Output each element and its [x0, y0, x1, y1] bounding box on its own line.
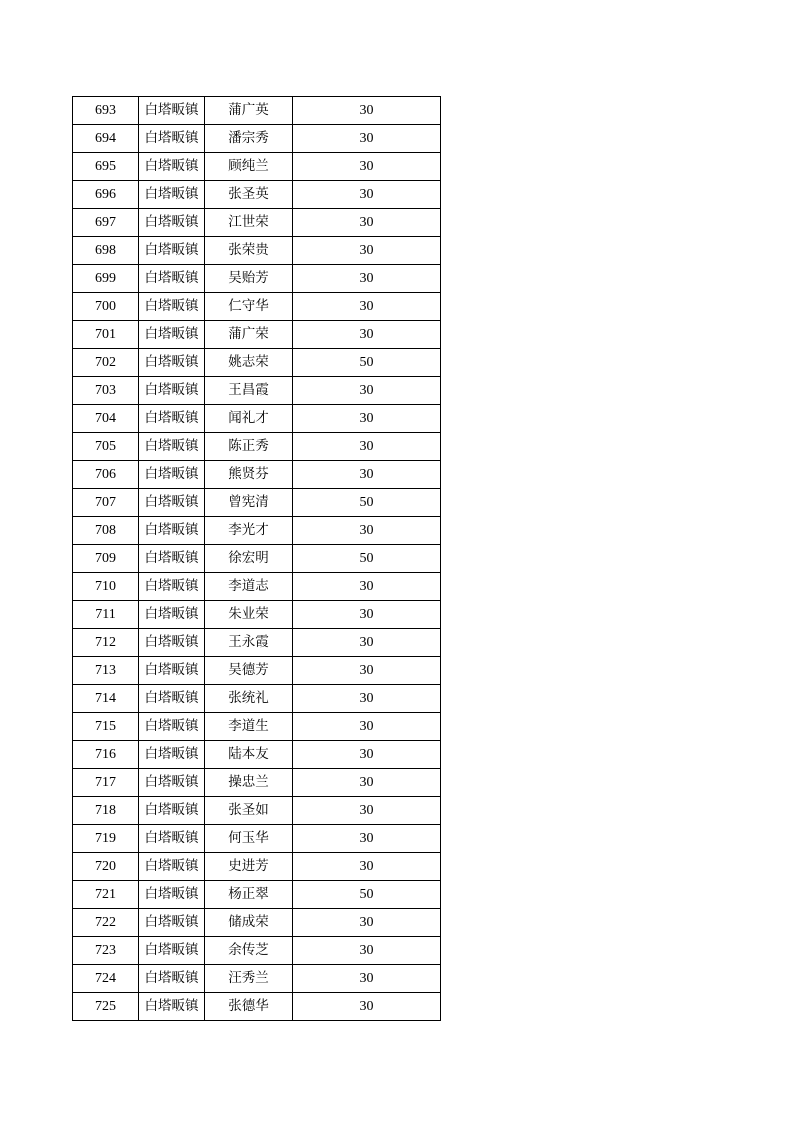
person-name-cell: 杨正翠	[205, 881, 293, 909]
amount-cell: 30	[293, 937, 441, 965]
person-name-cell: 蒲广英	[205, 97, 293, 125]
town-cell: 白塔畈镇	[139, 573, 205, 601]
row-number-cell: 694	[73, 125, 139, 153]
row-number-cell: 703	[73, 377, 139, 405]
person-name-cell: 仁守华	[205, 293, 293, 321]
person-name-cell: 储成荣	[205, 909, 293, 937]
table-row	[73, 601, 441, 629]
person-name-cell: 操忠兰	[205, 769, 293, 797]
amount-cell: 30	[293, 97, 441, 125]
town-cell: 白塔畈镇	[139, 853, 205, 881]
town-cell: 白塔畈镇	[139, 601, 205, 629]
row-number-cell: 693	[73, 97, 139, 125]
table-row	[73, 153, 441, 181]
amount-cell: 30	[293, 993, 441, 1021]
town-cell: 白塔畈镇	[139, 97, 205, 125]
person-name-cell: 余传芝	[205, 937, 293, 965]
person-name-cell: 陈正秀	[205, 433, 293, 461]
town-cell: 白塔畈镇	[139, 209, 205, 237]
row-number-cell: 710	[73, 573, 139, 601]
amount-cell: 30	[293, 237, 441, 265]
town-cell: 白塔畈镇	[139, 461, 205, 489]
town-cell: 白塔畈镇	[139, 237, 205, 265]
person-name-cell: 蒲广荣	[205, 321, 293, 349]
amount-cell: 30	[293, 713, 441, 741]
table-row	[73, 489, 441, 517]
amount-cell: 30	[293, 377, 441, 405]
town-cell: 白塔畈镇	[139, 825, 205, 853]
row-number-cell: 702	[73, 349, 139, 377]
row-number-cell: 696	[73, 181, 139, 209]
row-number-cell: 708	[73, 517, 139, 545]
person-name-cell: 张德华	[205, 993, 293, 1021]
town-cell: 白塔畈镇	[139, 377, 205, 405]
row-number-cell: 712	[73, 629, 139, 657]
row-number-cell: 705	[73, 433, 139, 461]
amount-cell: 30	[293, 741, 441, 769]
town-cell: 白塔畈镇	[139, 797, 205, 825]
person-name-cell: 李道生	[205, 713, 293, 741]
table-row	[73, 209, 441, 237]
person-name-cell: 顾纯兰	[205, 153, 293, 181]
amount-cell: 30	[293, 601, 441, 629]
roster-table	[72, 96, 441, 1021]
amount-cell: 30	[293, 321, 441, 349]
person-name-cell: 熊贤芬	[205, 461, 293, 489]
table-row	[73, 349, 441, 377]
person-name-cell: 史进芳	[205, 853, 293, 881]
row-number-cell: 699	[73, 265, 139, 293]
table-row	[73, 853, 441, 881]
row-number-cell: 704	[73, 405, 139, 433]
table-row	[73, 713, 441, 741]
person-name-cell: 张荣贵	[205, 237, 293, 265]
person-name-cell: 张圣英	[205, 181, 293, 209]
person-name-cell: 徐宏明	[205, 545, 293, 573]
table-row	[73, 741, 441, 769]
town-cell: 白塔畈镇	[139, 489, 205, 517]
table-row	[73, 881, 441, 909]
town-cell: 白塔畈镇	[139, 881, 205, 909]
person-name-cell: 吴德芳	[205, 657, 293, 685]
amount-cell: 50	[293, 545, 441, 573]
town-cell: 白塔畈镇	[139, 517, 205, 545]
table-row	[73, 629, 441, 657]
amount-cell: 30	[293, 657, 441, 685]
row-number-cell: 707	[73, 489, 139, 517]
row-number-cell: 698	[73, 237, 139, 265]
row-number-cell: 709	[73, 545, 139, 573]
person-name-cell: 张圣如	[205, 797, 293, 825]
row-number-cell: 700	[73, 293, 139, 321]
row-number-cell: 714	[73, 685, 139, 713]
table-row	[73, 545, 441, 573]
amount-cell: 30	[293, 433, 441, 461]
row-number-cell: 720	[73, 853, 139, 881]
row-number-cell: 719	[73, 825, 139, 853]
town-cell: 白塔畈镇	[139, 685, 205, 713]
table-row	[73, 573, 441, 601]
town-cell: 白塔畈镇	[139, 321, 205, 349]
table-row	[73, 181, 441, 209]
town-cell: 白塔畈镇	[139, 545, 205, 573]
person-name-cell: 姚志荣	[205, 349, 293, 377]
town-cell: 白塔畈镇	[139, 629, 205, 657]
town-cell: 白塔畈镇	[139, 993, 205, 1021]
amount-cell: 30	[293, 153, 441, 181]
town-cell: 白塔畈镇	[139, 909, 205, 937]
row-number-cell: 706	[73, 461, 139, 489]
person-name-cell: 王昌霞	[205, 377, 293, 405]
amount-cell: 30	[293, 965, 441, 993]
table-row	[73, 97, 441, 125]
town-cell: 白塔畈镇	[139, 657, 205, 685]
row-number-cell: 717	[73, 769, 139, 797]
amount-cell: 30	[293, 517, 441, 545]
person-name-cell: 朱业荣	[205, 601, 293, 629]
amount-cell: 30	[293, 629, 441, 657]
town-cell: 白塔畈镇	[139, 405, 205, 433]
table-row	[73, 293, 441, 321]
row-number-cell: 701	[73, 321, 139, 349]
person-name-cell: 闻礼才	[205, 405, 293, 433]
roster-table-body	[73, 97, 441, 1021]
amount-cell: 30	[293, 125, 441, 153]
town-cell: 白塔畈镇	[139, 349, 205, 377]
person-name-cell: 江世荣	[205, 209, 293, 237]
table-row	[73, 321, 441, 349]
row-number-cell: 716	[73, 741, 139, 769]
amount-cell: 30	[293, 573, 441, 601]
row-number-cell: 713	[73, 657, 139, 685]
town-cell: 白塔畈镇	[139, 937, 205, 965]
amount-cell: 30	[293, 825, 441, 853]
town-cell: 白塔畈镇	[139, 769, 205, 797]
row-number-cell: 695	[73, 153, 139, 181]
amount-cell: 30	[293, 293, 441, 321]
table-row	[73, 405, 441, 433]
person-name-cell: 何玉华	[205, 825, 293, 853]
table-row	[73, 993, 441, 1021]
person-name-cell: 李道志	[205, 573, 293, 601]
table-row	[73, 517, 441, 545]
amount-cell: 30	[293, 405, 441, 433]
row-number-cell: 711	[73, 601, 139, 629]
table-row	[73, 377, 441, 405]
amount-cell: 30	[293, 265, 441, 293]
table-row	[73, 769, 441, 797]
table-row	[73, 265, 441, 293]
town-cell: 白塔畈镇	[139, 153, 205, 181]
person-name-cell: 汪秀兰	[205, 965, 293, 993]
row-number-cell: 697	[73, 209, 139, 237]
row-number-cell: 718	[73, 797, 139, 825]
town-cell: 白塔畈镇	[139, 125, 205, 153]
amount-cell: 30	[293, 209, 441, 237]
person-name-cell: 曾宪清	[205, 489, 293, 517]
person-name-cell: 吴贻芳	[205, 265, 293, 293]
table-row	[73, 965, 441, 993]
table-row	[73, 825, 441, 853]
amount-cell: 30	[293, 853, 441, 881]
table-row	[73, 909, 441, 937]
table-row	[73, 657, 441, 685]
row-number-cell: 724	[73, 965, 139, 993]
table-row	[73, 685, 441, 713]
person-name-cell: 李光才	[205, 517, 293, 545]
person-name-cell: 王永霞	[205, 629, 293, 657]
row-number-cell: 715	[73, 713, 139, 741]
table-row	[73, 433, 441, 461]
amount-cell: 50	[293, 489, 441, 517]
town-cell: 白塔畈镇	[139, 713, 205, 741]
town-cell: 白塔畈镇	[139, 741, 205, 769]
town-cell: 白塔畈镇	[139, 181, 205, 209]
table-row	[73, 237, 441, 265]
table-row	[73, 937, 441, 965]
person-name-cell: 张统礼	[205, 685, 293, 713]
row-number-cell: 723	[73, 937, 139, 965]
amount-cell: 50	[293, 881, 441, 909]
amount-cell: 30	[293, 797, 441, 825]
table-row	[73, 125, 441, 153]
amount-cell: 30	[293, 909, 441, 937]
row-number-cell: 722	[73, 909, 139, 937]
table-row	[73, 461, 441, 489]
amount-cell: 30	[293, 461, 441, 489]
amount-cell: 30	[293, 181, 441, 209]
town-cell: 白塔畈镇	[139, 293, 205, 321]
town-cell: 白塔畈镇	[139, 433, 205, 461]
town-cell: 白塔畈镇	[139, 265, 205, 293]
person-name-cell: 陆本友	[205, 741, 293, 769]
row-number-cell: 725	[73, 993, 139, 1021]
table-row	[73, 797, 441, 825]
amount-cell: 30	[293, 769, 441, 797]
person-name-cell: 潘宗秀	[205, 125, 293, 153]
amount-cell: 30	[293, 685, 441, 713]
amount-cell: 50	[293, 349, 441, 377]
row-number-cell: 721	[73, 881, 139, 909]
town-cell: 白塔畈镇	[139, 965, 205, 993]
